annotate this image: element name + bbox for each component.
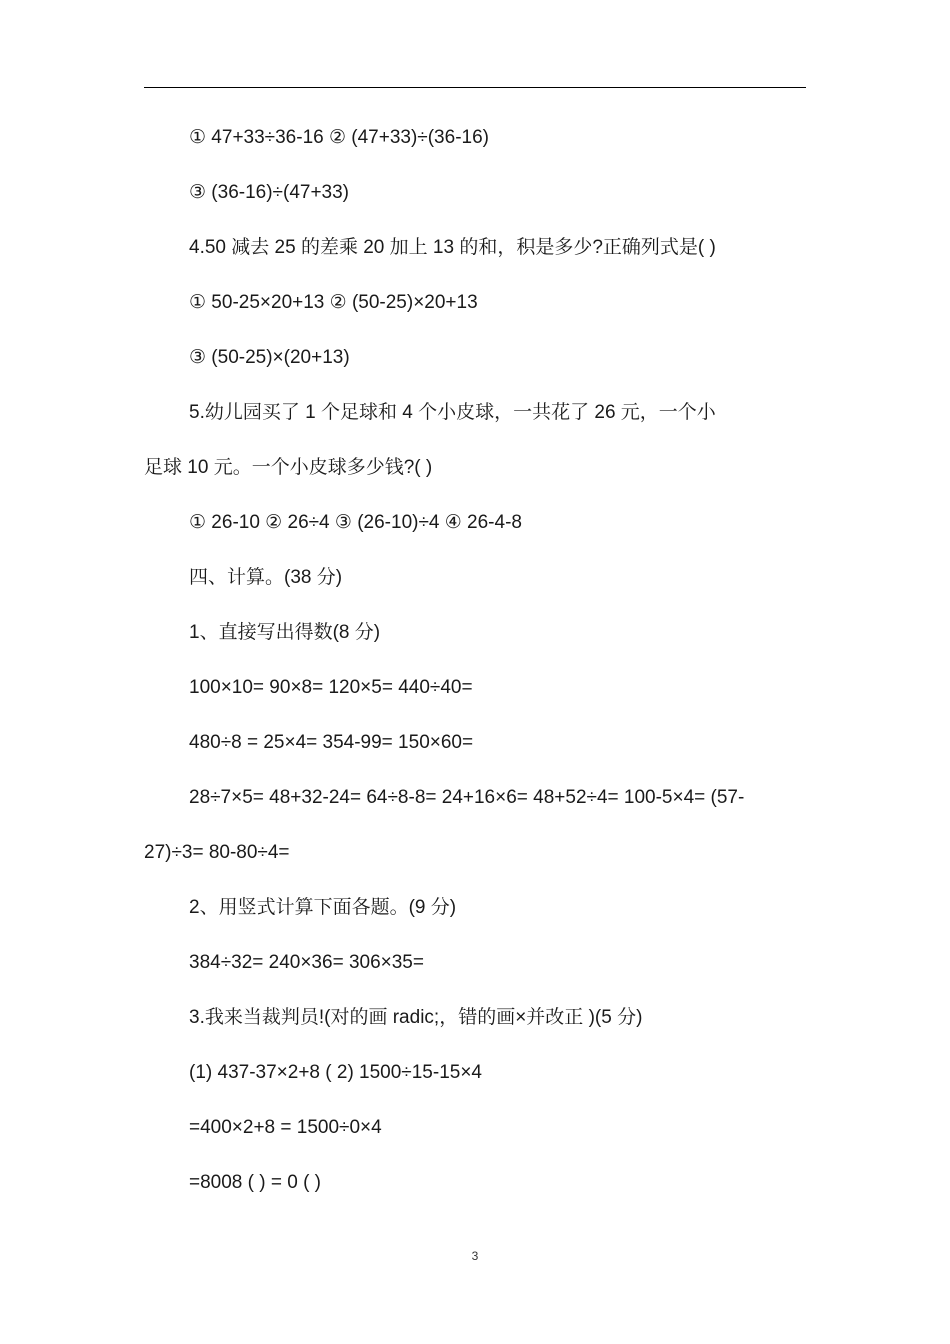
options-q3-line-1: ① 47+33÷36-16 ② (47+33)÷(36-16) [189,127,489,148]
direct-answers-row-1: 100×10= 90×8= 120×5= 440÷40= [189,677,473,698]
question-5-line-2: 足球 10 元。一个小皮球多少钱?( ) [144,457,433,478]
judge-problems-line-3: =8008 ( ) = 0 ( ) [189,1172,322,1193]
direct-answers-row-3: 28÷7×5= 48+32-24= 64÷8-8= 24+16×6= 48+52÷4= 100-5×4= (57- [189,787,745,808]
section-heading-calculation: 四、计算。(38 分) [189,567,343,588]
page-number: 3 [471,1249,479,1263]
subsection-direct-answers: 1、直接写出得数(8 分) [189,622,381,643]
options-q4-line-1: ① 50-25×20+13 ② (50-25)×20+13 [189,292,478,313]
vertical-calculation-problems: 384÷32= 240×36= 306×35= [189,952,424,973]
judge-problems-line-2: =400×2+8 = 1500÷0×4 [189,1117,382,1138]
options-q4-line-2: ③ (50-25)×(20+13) [189,347,350,368]
subsection-vertical-calculation: 2、用竖式计算下面各题。(9 分) [189,897,457,918]
question-4: 4.50 减去 25 的差乘 20 加上 13 的和，积是多少?正确列式是( ) [189,237,716,258]
direct-answers-row-3-continued: 27)÷3= 80-80÷4= [144,842,290,863]
header-rule [144,87,806,88]
judge-problems-line-1: (1) 437-37×2+8 ( 2) 1500÷15-15×4 [189,1062,482,1083]
options-q5: ① 26-10 ② 26÷4 ③ (26-10)÷4 ④ 26-4-8 [189,512,522,533]
direct-answers-row-2: 480÷8 = 25×4= 354-99= 150×60= [189,732,474,753]
options-q3-line-2: ③ (36-16)÷(47+33) [189,182,350,203]
subsection-judge: 3.我来当裁判员!(对的画 radic;，错的画×并改正 )(5 分) [189,1007,643,1028]
question-5-line-1: 5.幼儿园买了 1 个足球和 4 个小皮球，一共花了 26 元，一个小 [189,402,716,423]
